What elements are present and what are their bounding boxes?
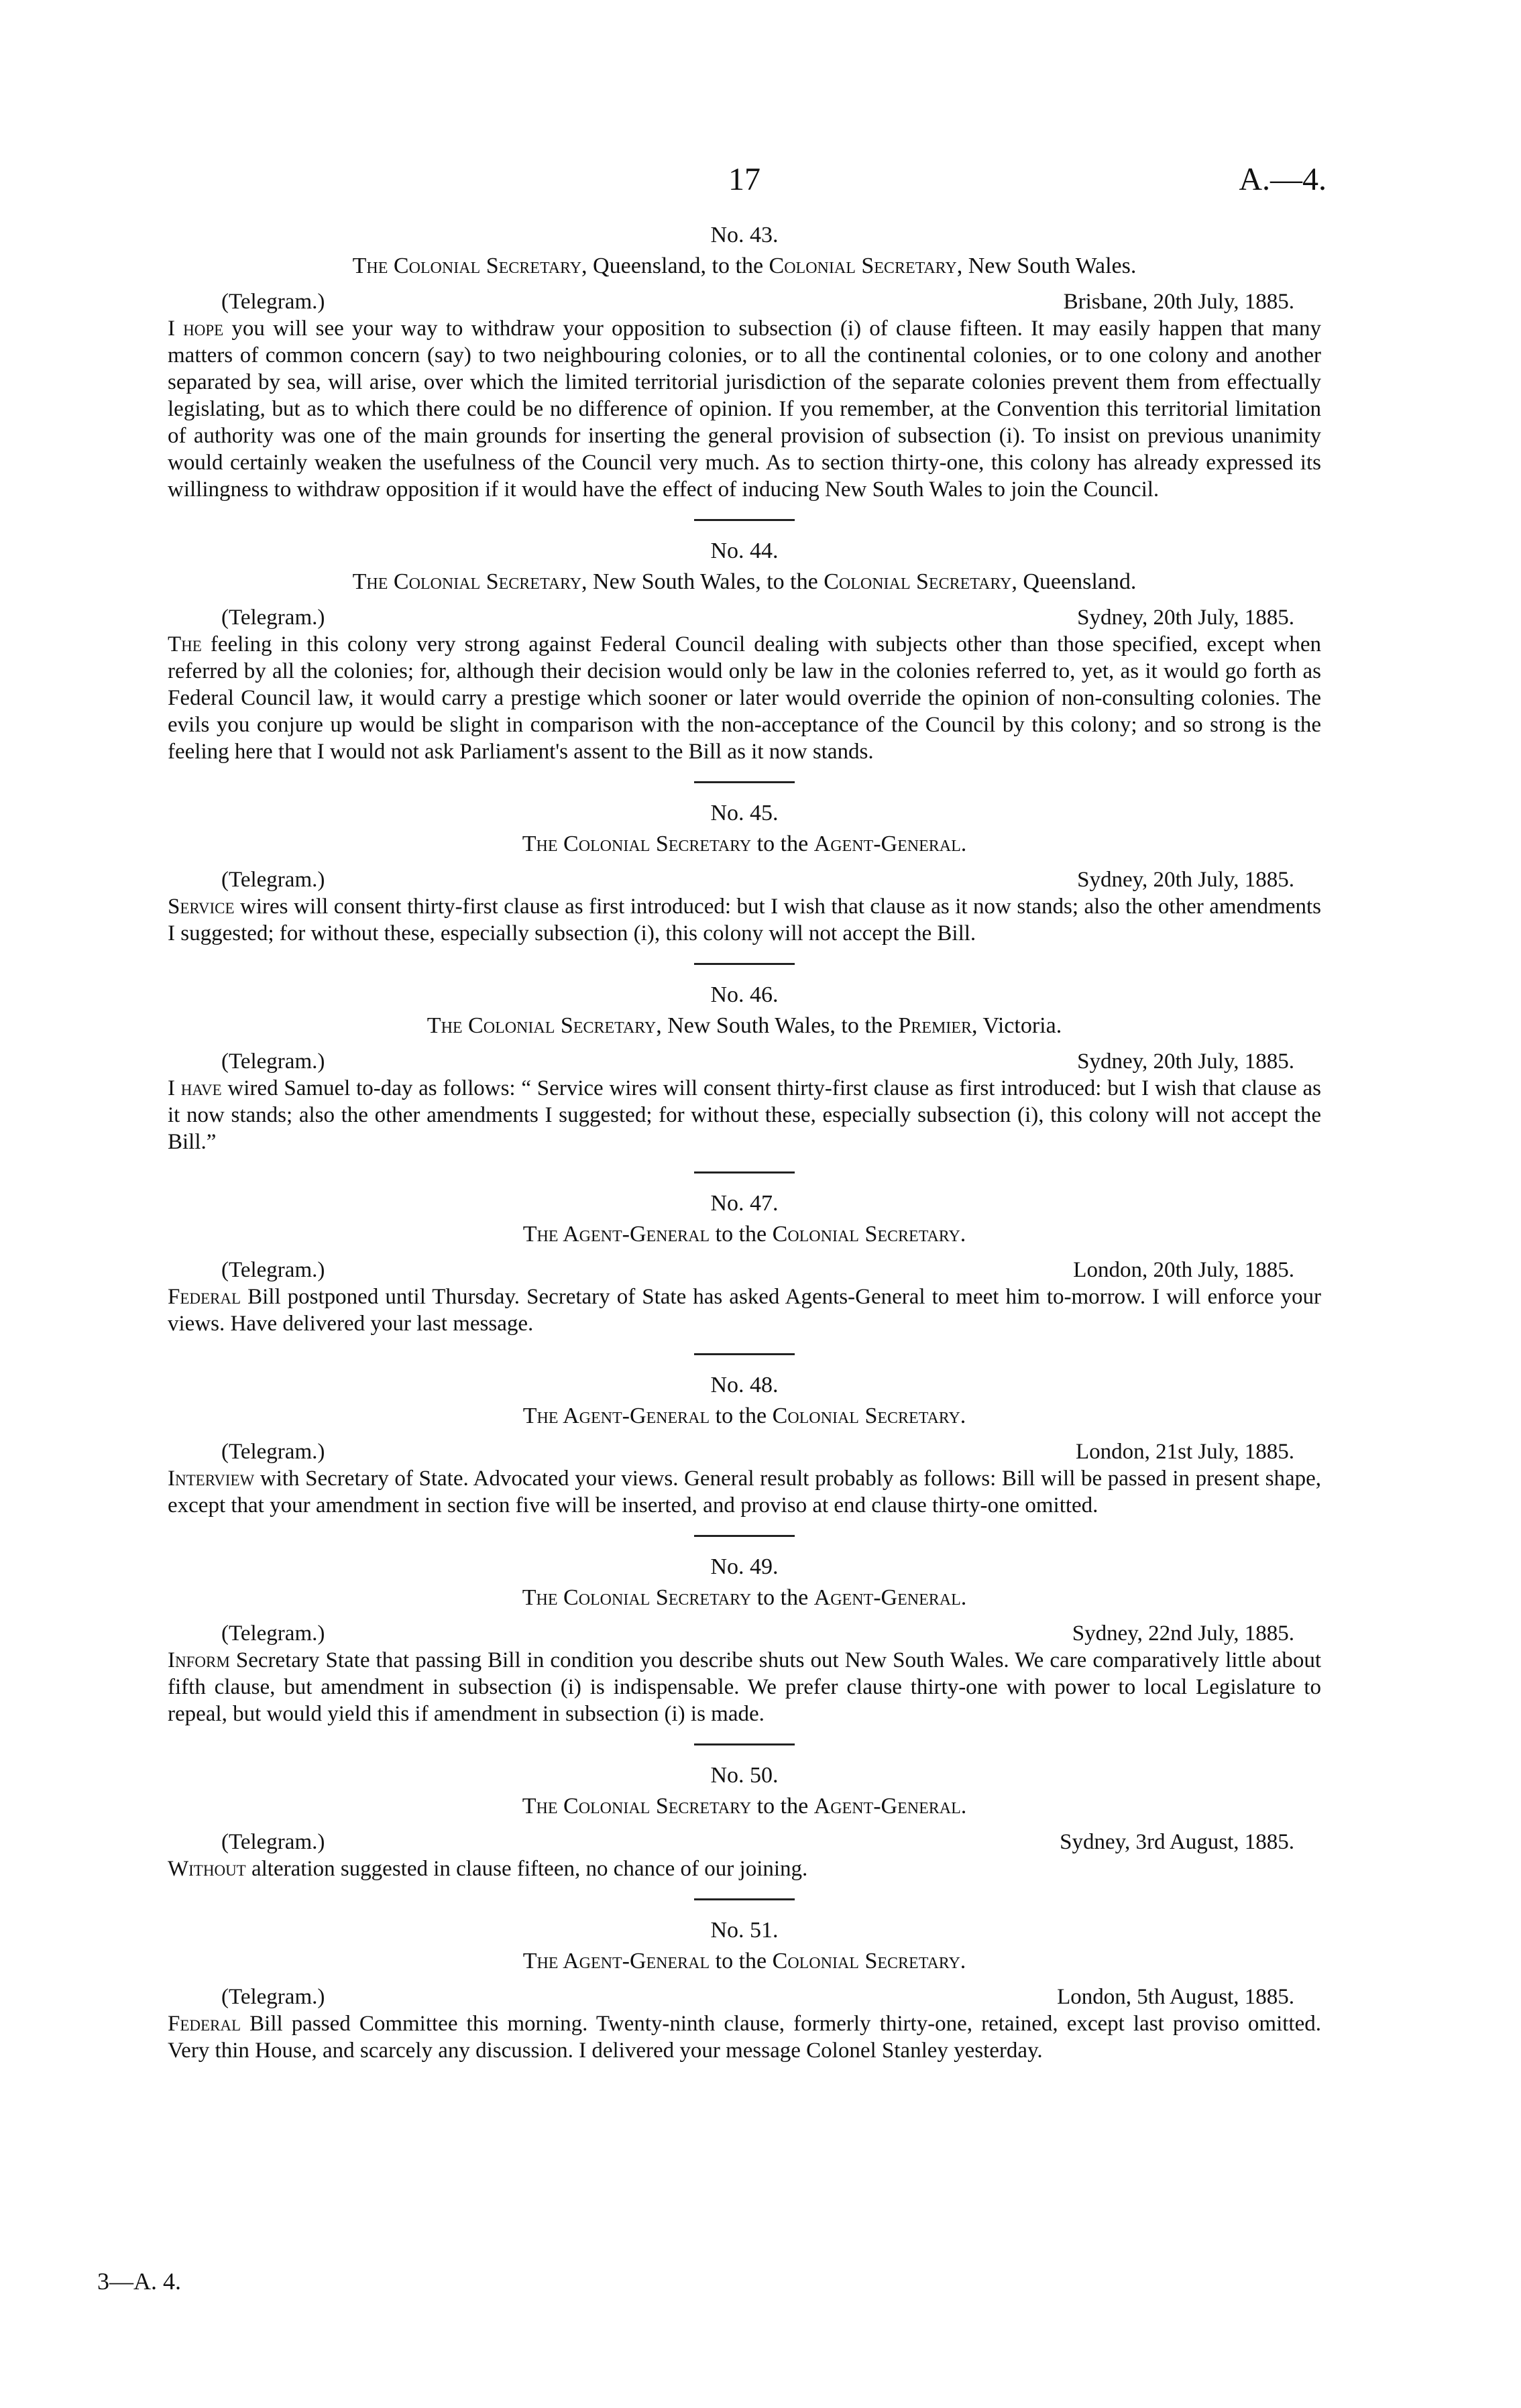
section-divider <box>694 1898 795 1900</box>
section-divider <box>694 1743 795 1745</box>
correspondence-entry <box>168 799 1321 965</box>
entry-medium: (Telegram.) <box>221 1830 325 1854</box>
entry-body <box>168 893 1321 947</box>
heading-sender-place: , New South Wales, to the <box>656 1013 899 1038</box>
correspondence-entry <box>168 1762 1321 1900</box>
entry-meta-line <box>168 1257 1321 1283</box>
signature-mark: 3—A. 4. <box>97 2268 181 2295</box>
heading-sender-place: to the <box>710 1403 773 1428</box>
correspondence-entry <box>168 537 1321 783</box>
heading-recipient: Premier <box>898 1013 972 1038</box>
entry-text: wires will consent thirty-first clause as first introduced: but I wish that clause as it now stands; also the other amendments I suggested; for without these, especially subsection (i), this colony will not accept the Bill. <box>168 895 1321 945</box>
entry-dateline: Sydney, 20th July, 1885. <box>1077 606 1294 630</box>
correspondence-entry <box>168 1553 1321 1745</box>
entry-meta-line <box>168 1829 1321 1855</box>
entry-heading <box>168 1584 1321 1612</box>
entry-number: No. 51. <box>710 1918 779 1943</box>
entry-number: No. 48. <box>710 1373 779 1397</box>
section-divider <box>694 1353 795 1355</box>
entry-number: No. 49. <box>710 1554 779 1579</box>
entry-meta-line <box>168 288 1321 315</box>
heading-sender: The Agent-General <box>522 1222 710 1247</box>
heading-recipient-place: . <box>960 1949 966 1973</box>
entry-lead-words: Federal <box>168 2012 241 2036</box>
page-number: 17 <box>728 162 760 197</box>
entry-heading <box>168 830 1321 858</box>
heading-sender: The Agent-General <box>522 1403 710 1428</box>
heading-recipient: Colonial Secretary <box>824 569 1012 594</box>
heading-recipient: Agent-General <box>813 1585 961 1610</box>
entry-body <box>168 1855 1321 1882</box>
heading-recipient-place: , Queensland. <box>1011 569 1137 594</box>
entry-dateline: London, 20th July, 1885. <box>1073 1258 1294 1282</box>
heading-sender: The Colonial Secretary <box>522 1794 752 1819</box>
entry-medium: (Telegram.) <box>221 1440 325 1464</box>
entry-medium: (Telegram.) <box>221 1258 325 1282</box>
section-divider <box>694 1535 795 1537</box>
entry-body <box>168 631 1321 765</box>
correspondence-list <box>168 221 1321 2064</box>
entry-medium: (Telegram.) <box>221 1049 325 1074</box>
entry-number: No. 44. <box>710 538 779 563</box>
entry-heading <box>168 1402 1321 1430</box>
entry-lead-words: Inform <box>168 1648 230 1672</box>
heading-sender: The Agent-General <box>522 1949 710 1973</box>
entry-text: Bill postponed until Thursday. Secretary of State has asked Agents-General to meet him to-morrow. I will enforce your views. Have delivered your last message. <box>168 1285 1321 1336</box>
heading-sender: The Colonial Secretary <box>352 253 582 278</box>
entry-text: with Secretary of State. Advocated your views. General result probably as follows: Bill will be passed in present shape, except that your amendment in section five will be inserted, and proviso at end clause thirty-one omitted. <box>168 1467 1321 1517</box>
entry-medium: (Telegram.) <box>221 1985 325 2009</box>
heading-recipient-place: . <box>960 1585 967 1610</box>
entry-meta-line <box>168 604 1321 631</box>
entry-number: No. 47. <box>710 1191 779 1216</box>
entry-number: No. 45. <box>710 801 779 825</box>
heading-sender-place: to the <box>751 1585 814 1610</box>
section-divider <box>694 519 795 521</box>
entry-text: you will see your way to withdraw your opposition to subsection (i) of clause fifteen. It may easily happen that many matters of common concern (say) to two neighbouring colonies, or to all the continental colonies, or to one colony and another separated by sea, will arise, over which the limited territorial jurisdiction of the separate colonies prevent them from effectually legislating, but as to which there could be no difference of opinion. If you remember, at the Convention this territorial limitation of authority was one of the main grounds for inserting the general provision of subsection (i). To insist on previous unanimity would certainly weaken the usefulness of the Council very much. As to section thirty-one, this colony has already expressed its willingness to withdraw opposition if it would have the effect of inducing New South Wales to join the Council. <box>168 317 1321 502</box>
entry-meta-line <box>168 1048 1321 1075</box>
entry-dateline: Sydney, 20th July, 1885. <box>1077 868 1294 892</box>
entry-heading <box>168 1012 1321 1040</box>
heading-sender-place: to the <box>751 832 814 856</box>
entry-meta-line <box>168 1438 1321 1465</box>
entry-body <box>168 315 1321 503</box>
heading-sender: The Colonial Secretary <box>522 1585 752 1610</box>
heading-sender-place: , Queensland, to the <box>581 253 769 278</box>
heading-recipient-place: , New South Wales. <box>956 253 1137 278</box>
entry-dateline: Sydney, 20th July, 1885. <box>1077 1049 1294 1074</box>
entry-number: No. 43. <box>710 223 779 247</box>
entry-medium: (Telegram.) <box>221 1621 325 1646</box>
heading-recipient-place: . <box>960 1403 966 1428</box>
entry-heading <box>168 252 1321 280</box>
heading-sender-place: to the <box>710 1949 773 1973</box>
entry-lead-words: I have <box>168 1076 222 1100</box>
heading-sender: The Colonial Secretary <box>427 1013 657 1038</box>
entry-lead-words: I hope <box>168 317 224 341</box>
entry-lead-words: Service <box>168 895 235 919</box>
entry-lead-words: Federal <box>168 1285 241 1309</box>
correspondence-entry <box>168 1190 1321 1355</box>
correspondence-entry <box>168 981 1321 1173</box>
section-divider <box>694 781 795 783</box>
entry-heading <box>168 1220 1321 1249</box>
entry-heading <box>168 568 1321 596</box>
entry-body <box>168 1647 1321 1727</box>
heading-sender-place: to the <box>710 1222 773 1247</box>
entry-number: No. 50. <box>710 1763 779 1788</box>
entry-dateline: Sydney, 3rd August, 1885. <box>1060 1830 1294 1854</box>
entry-dateline: Brisbane, 20th July, 1885. <box>1063 290 1294 314</box>
entry-text: feeling in this colony very strong against Federal Council dealing with subjects other than those specified, except when referred by all the colonies; for, although their decision would only be law in the colonies referred to, yet, as it would go forth as Federal Council law, it would carry a prestige which sooner or later would override the opinion of non-consulting colonies. The evils you conjure up would be slight in comparison with the non-acceptance of the Council by this colony; and so strong is the feeling here that I would not ask Parliament's assent to the Bill as it now stands. <box>168 632 1321 764</box>
entry-body <box>168 2010 1321 2064</box>
entry-meta-line <box>168 1984 1321 2010</box>
entry-dateline: Sydney, 22nd July, 1885. <box>1072 1621 1294 1646</box>
entry-text: alteration suggested in clause fifteen, no chance of our joining. <box>245 1857 808 1881</box>
heading-recipient-place: . <box>960 1222 966 1247</box>
entry-text: Secretary State that passing Bill in condition you describe shuts out New South Wales. We care comparatively little about fifth clause, but amendment in subsection (i) is indispensable. We prefer clause thirty-one with power to local Legislature to repeal, but would yield this if amendment in subsection (i) is made. <box>168 1648 1321 1726</box>
entry-dateline: London, 5th August, 1885. <box>1057 1985 1294 2009</box>
heading-recipient: Colonial Secretary <box>772 1949 960 1973</box>
entry-dateline: London, 21st July, 1885. <box>1075 1440 1294 1464</box>
paper-reference: A.—4. <box>1239 162 1327 197</box>
entry-number: No. 46. <box>710 982 779 1007</box>
entry-body <box>168 1465 1321 1519</box>
heading-recipient: Agent-General <box>813 1794 961 1819</box>
heading-sender-place: , New South Wales, to the <box>581 569 824 594</box>
heading-recipient: Colonial Secretary <box>769 253 957 278</box>
entry-heading <box>168 1947 1321 1975</box>
heading-sender: The Colonial Secretary <box>352 569 582 594</box>
correspondence-entry <box>168 1371 1321 1537</box>
entry-heading <box>168 1792 1321 1821</box>
heading-recipient-place: . <box>960 832 967 856</box>
section-divider <box>694 963 795 965</box>
entry-body <box>168 1075 1321 1155</box>
entry-meta-line <box>168 866 1321 893</box>
heading-sender-place: to the <box>751 1794 814 1819</box>
entry-medium: (Telegram.) <box>221 606 325 630</box>
running-head <box>168 160 1327 207</box>
heading-recipient: Colonial Secretary <box>772 1403 960 1428</box>
entry-text: wired Samuel to-day as follows: “ Service wires will consent thirty-first clause as first introduced: but I wish that clause as it now stands; also the other amendments I suggested; for without these, especially subsection (i), this colony will not accept the Bill.” <box>168 1076 1321 1154</box>
entry-medium: (Telegram.) <box>221 290 325 314</box>
entry-lead-words: Interview <box>168 1467 255 1491</box>
correspondence-entry <box>168 221 1321 521</box>
entry-medium: (Telegram.) <box>221 868 325 892</box>
entry-meta-line <box>168 1620 1321 1647</box>
heading-recipient-place: , Victoria. <box>971 1013 1062 1038</box>
heading-sender: The Colonial Secretary <box>522 832 752 856</box>
entry-lead-words: The <box>168 632 202 656</box>
entry-text: Bill passed Committee this morning. Twenty-ninth clause, formerly thirty-one, retained, except last proviso omitted. Very thin House, and scarcely any discussion. I delivered your message Colonel Stanley yesterday. <box>168 2012 1321 2063</box>
entry-lead-words: Without <box>168 1857 246 1881</box>
entry-body <box>168 1283 1321 1337</box>
correspondence-entry <box>168 1916 1321 2064</box>
section-divider <box>694 1171 795 1173</box>
heading-recipient: Agent-General <box>813 832 961 856</box>
heading-recipient: Colonial Secretary <box>772 1222 960 1247</box>
heading-recipient-place: . <box>960 1794 967 1819</box>
